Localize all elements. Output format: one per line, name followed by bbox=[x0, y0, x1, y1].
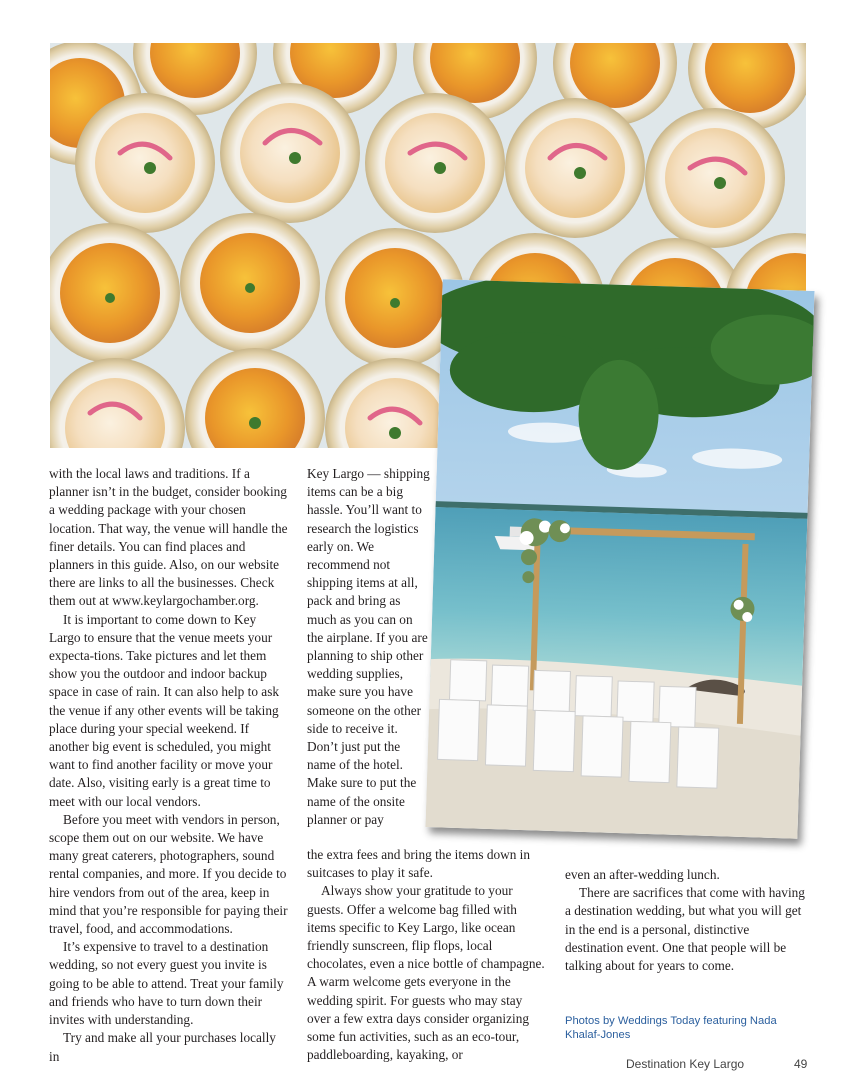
beach-wedding-photo bbox=[425, 279, 814, 838]
article-column-2-narrow bbox=[307, 465, 431, 829]
photo-credit: Photos by Weddings Today featuring Nada Khalaf-Jones bbox=[565, 1015, 777, 1041]
paragraph: Before you meet with vendors in person, scope them out on our website. We have many great caterers, photographers, sound rental companies, and more. If you decide to hire vendors from out of the area, keep in mind that you’re responsible for paying their travel, food, and accommodations. bbox=[49, 811, 288, 937]
paragraph: It’s expensive to travel to a destination wedding, so not every guest you invite is going to be able to attend. Treat your family and friends who have to turn down their invites with understanding. bbox=[49, 939, 284, 1028]
paragraph: Always show your gratitude to your guests. Offer a welcome bag filled with items specific to Key Largo, like ocean friendly sunscreen, flip flops, local chocolates, even a nice bottle of champagne. A warm welcome gets everyone in the wedding spirit. For guests who may stay over a few extra days consider organizing some fun activities, such as an eco-tour, paddleboarding, kayaking, or bbox=[307, 883, 545, 1063]
article-column-1 bbox=[49, 465, 289, 1066]
paragraph: even an after-wedding lunch. bbox=[565, 867, 720, 882]
paragraph: with the local laws and traditions. If a planner isn’t in the budget, consider booking a wedding package with your chosen location. That way, the venue will handle the finer details. You can find places and planners in this guide. Also, on our website there are links to all the businesses. Check them out at www.keylargochamber.org. bbox=[49, 466, 288, 609]
paragraph: the extra fees and bring the items down in suitcases to play it safe. bbox=[307, 847, 531, 881]
article-column-2 bbox=[307, 846, 547, 1064]
paragraph: There are sacrifices that come with having a destination wedding, but what you will get in the end is a personal, distinctive destination event. One that people will be talking about for years to come. bbox=[565, 885, 805, 974]
article-column-3 bbox=[565, 866, 805, 975]
cup-row-4 bbox=[50, 348, 465, 448]
paragraph: Key Largo — shipping items can be a big hassle. You’ll want to research the logistics early on. We recommend not shipping items at all, pack and bring as much as you can on the airplane. If you are planning to ship other wedding supplies, make sure you have someone on the other side to receive it. Don’t just put the name of the hotel. Make sure to put the name of the onsite planner or pay bbox=[307, 466, 430, 827]
beach-wedding-illustration bbox=[425, 279, 814, 838]
footer-publication: Destination Key Largo bbox=[626, 1057, 745, 1071]
paragraph: It is important to come down to Key Largo to ensure that the venue meets your expecta-tions. Take pictures and let them show you the outdoor and indoor backup space in case of rain. It can also help to ask the venue if any other events will be taking place during your special weekend. If another big event is scheduled, you might want to find another facility or move your date. Also, visiting early is a great time to meet with our local vendors. bbox=[49, 611, 280, 809]
paragraph: Try and make all your purchases locally in bbox=[49, 1030, 276, 1064]
page-number: 49 bbox=[794, 1057, 808, 1071]
